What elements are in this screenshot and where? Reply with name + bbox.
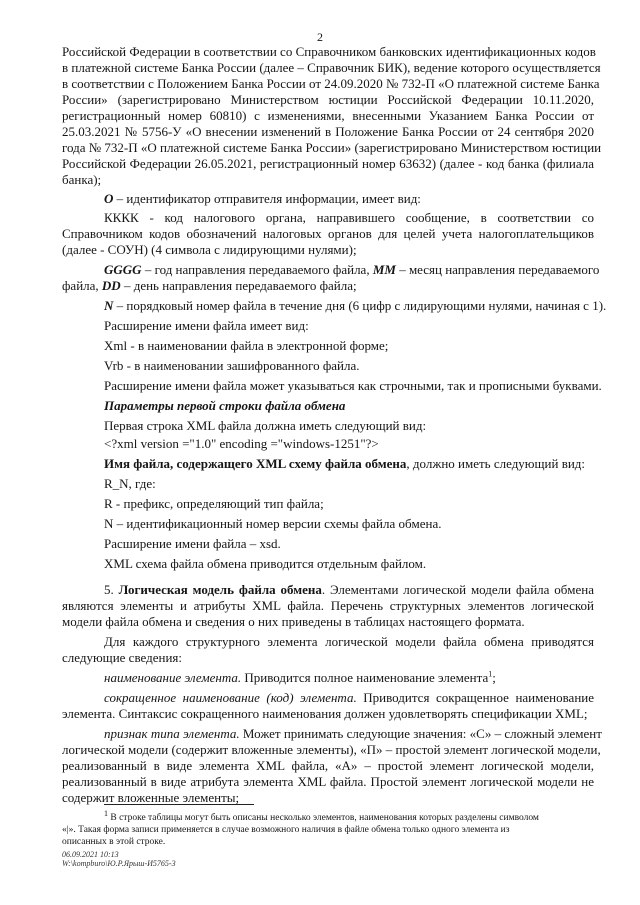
body-line: в платежной системе Банка России (далее – Справочник БИК), ведение которого осуществляется [62, 60, 601, 75]
dd-term: DD [101, 278, 121, 293]
name-end: ; [492, 670, 496, 685]
body-line: регистрационный номер 60810) с изменениями, внесенными Указанием Банка России от [62, 108, 594, 123]
print-date: 06.09.2021 10:13 [62, 850, 119, 859]
type-line: реализованный в виде атрибута элемента XML файла. Простой элемент логической модели не [62, 774, 594, 789]
footnote-line: описанных в этой строке. [62, 837, 166, 847]
body-line: Российской Федерации в соответствии со Справочником банковских идентификационных кодов [62, 44, 596, 59]
dd-definition [62, 278, 594, 294]
o-term: О [104, 191, 114, 206]
section-5-number: 5. [104, 582, 119, 597]
first-line-intro: Первая строка XML файла должна иметь следующий вид: [104, 418, 427, 433]
section-5-line: являются элементы и атрибуты XML файла. Перечень структурных элементов логической [62, 598, 594, 613]
type-term: признак типа элемента. [104, 726, 240, 741]
mm-text: – месяц направления передаваемого [395, 262, 600, 277]
kkkk-line: (далее - СОУН) (4 символа с лидирующими нулями); [62, 242, 357, 257]
short-definition [104, 690, 594, 706]
body-line: России» (зарегистрировано Министерством юстиции Российской Федерации 10.11.2020, [62, 92, 594, 107]
schema-heading-bold: Имя файла, содержащего XML схему файла обмена [104, 456, 407, 471]
dd-prefix: файла, [62, 278, 102, 293]
name-text: Приводится полное наименование элемента [241, 670, 489, 685]
section-5-line [104, 582, 594, 598]
short-text: Приводится сокращенное наименование [356, 690, 594, 705]
body-line: Российской Федерации 26.05.2021, регистрационный номер 63632) (далее - код банка (филиала [62, 156, 594, 171]
type-text: Может принимать следующие значения: «С» – сложный элемент [239, 726, 602, 741]
footnote-line [62, 808, 594, 824]
footnote-text: В строке таблицы могут быть описаны несколько элементов, наименования которых разделены символом [108, 813, 539, 823]
footnote-line: «|». Такая форма записи применяется в случае возможного наличия в файле обмена только одного элемента из [62, 825, 510, 835]
schema-r: R - префикс, определяющий тип файла; [104, 496, 324, 511]
each-element-line: Для каждого структурного элемента логической модели файла обмена приводятся [104, 634, 594, 649]
n-text: – порядковый номер файла в течение дня (6 цифр с лидирующими нулями, начиная с 1). [113, 298, 607, 313]
n-definition [104, 298, 607, 314]
body-line: года № 732-П «О платежной системе Банка России» (зарегистрировано Министерством юстиции [62, 140, 602, 155]
type-definition [104, 726, 602, 742]
o-text: – идентификатор отправителя информации, имеет вид: [113, 191, 421, 206]
xml-extension: Xml - в наименовании файла в электронной форме; [104, 338, 389, 353]
kkkk-line: КККК - код налогового органа, направившего сообщение, в соответствии со [104, 210, 594, 225]
short-line: элемента. Синтаксис сокращенного наименования должен удовлетворять спецификации XML; [62, 706, 588, 721]
section-5-title: Логическая модель файла обмена [118, 582, 322, 597]
file-path: W:\kompburo\Ю.Р.Ярыш-И5765-3 [62, 859, 176, 868]
footnote-ref: 1 [488, 669, 493, 679]
page-number: 2 [317, 30, 323, 44]
body-line: 25.03.2021 № 5756-У «О внесении изменений в Положение Банка России от 24 сентября 2020 [62, 124, 594, 139]
section-5-text: . Элементами логической модели файла обмена [321, 582, 595, 597]
schema-heading-rest: , должно иметь следующий вид: [406, 456, 586, 471]
schema-n: N – идентификационный номер версии схемы файла обмена. [104, 516, 442, 531]
footnote-number: 1 [104, 808, 108, 818]
body-line: банка); [62, 172, 102, 187]
xml-declaration: <?xml version ="1.0" encoding ="windows-1251"?> [104, 436, 379, 451]
section-5-line: модели файла обмена и сведения о них приведены в таблицах настоящего формата. [62, 614, 525, 629]
kkkk-line: Справочником кодов обозначений налоговых органов для целей учета налогоплательщиков [62, 226, 594, 241]
schema-ext: Расширение имени файла – xsd. [104, 536, 281, 551]
ext-intro: Расширение имени файла имеет вид: [104, 318, 309, 333]
name-definition [104, 670, 594, 686]
params-heading: Параметры первой строки файла обмена [104, 398, 346, 413]
type-line: логической модели (содержит вложенные элементы), «П» – простой элемент логической модели, [62, 742, 601, 757]
type-line: реализованный в виде элемента XML файла, «А» – простой элемент логической модели, [62, 758, 594, 773]
o-definition [104, 191, 594, 207]
gggg-term: GGGG [104, 262, 142, 277]
vrb-extension: Vrb - в наименовании зашифрованного файла. [104, 358, 360, 373]
gggg-definition [104, 262, 600, 278]
n-term: N [104, 298, 114, 313]
dd-text: – день направления передаваемого файла; [120, 278, 357, 293]
schema-rn: R_N, где: [104, 476, 156, 491]
ext-case-note: Расширение имени файла может указываться как строчными, так и прописными буквами. [104, 378, 602, 393]
schema-separate: XML схема файла обмена приводится отдельным файлом. [104, 556, 427, 571]
name-term: наименование элемента. [104, 670, 242, 685]
mm-term: ММ [372, 262, 396, 277]
schema-heading [104, 456, 594, 472]
body-line: в соответствии с Положением Банка России от 24.09.2020 № 732-П «О платежной системе Банка [62, 76, 600, 91]
type-line: содержит вложенные элементы; [62, 790, 240, 805]
each-element-line: следующие сведения: [62, 650, 182, 665]
short-term: сокращенное наименование (код) элемента. [104, 690, 357, 705]
gggg-text: – год направления передаваемого файла, [141, 262, 373, 277]
footnote-rule [104, 804, 254, 805]
